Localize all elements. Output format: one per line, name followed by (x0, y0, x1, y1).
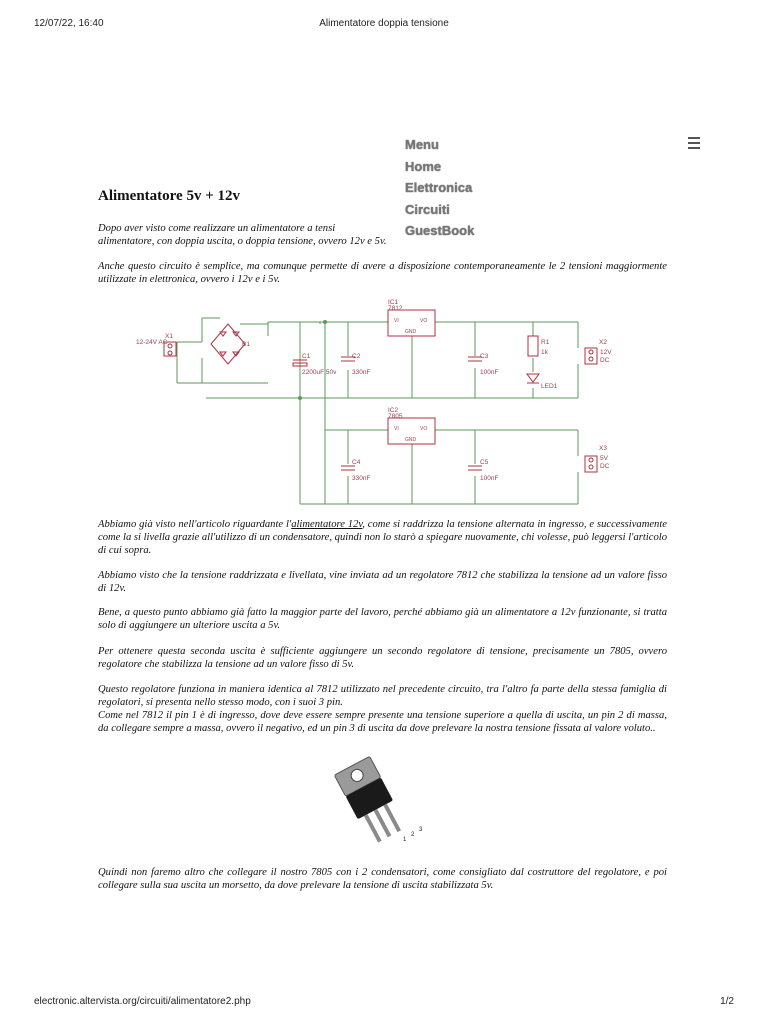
schem-c2: C2 (352, 353, 361, 360)
schem-ic2-vo: VO (420, 426, 428, 432)
schem-5v-dc: DC (600, 463, 610, 470)
schem-x1: X1 (165, 333, 173, 340)
schem-c4-val: 330nF (352, 475, 371, 482)
intro-line-1: Dopo aver visto come realizzare un alimentatore a tensi (98, 223, 336, 234)
schem-5v: 5V (600, 455, 608, 462)
schem-ic1-vi: VI (394, 318, 399, 324)
schem-x3: X3 (599, 445, 607, 452)
schem-12v: 12V (600, 349, 612, 356)
schem-c3: C3 (480, 353, 489, 360)
schem-ic1-gnd: GND (405, 329, 417, 335)
schem-c1-val: 2200uF 50v (302, 369, 337, 376)
p7-part-b: Come nel 7812 il pin 1 è di ingresso, dove deve essere sempre presente una tensione superiore a quella di uscita, un pin 2 di massa, da collegare sempre a massa, ovvero il negativo, ed un pin 3 di uscita da dove prelevare la nostra tensione fissata al valore voluto.. (98, 710, 667, 734)
schem-x2: X2 (599, 339, 607, 346)
p3-text-before: Abbiamo già visto nell'articolo riguardante l' (98, 519, 292, 530)
regulator-to220-image (325, 752, 435, 844)
schem-c4: C4 (352, 459, 361, 466)
menu-item-guestbook[interactable]: GuestBook (405, 223, 475, 238)
print-url: electronic.altervista.org/circuiti/alimentatore2.php (34, 996, 251, 1007)
schem-ic1: IC1 (388, 299, 399, 306)
paragraph-intro (98, 222, 667, 248)
schem-ic1-part: 7812 (388, 305, 403, 312)
schem-c5-val: 100nF (480, 475, 499, 482)
schem-ic2-gnd: GND (405, 437, 417, 443)
p7-part-a: Questo regolatore funziona in maniera identica al 7812 utilizzato nel precedente circuito, tra l'altro fa parte della stessa famiglia di regolatori, si presenta nello stesso modo, con i suoi 3 pin. (98, 684, 667, 708)
paragraph-2: Anche questo circuito è semplice, ma comunque permette di avere a disposizione contemporaneamente le 2 tensioni maggiormente utilizzate in elettronica, ovvero i 12v e i 5v. (98, 261, 667, 285)
site-menu (405, 134, 474, 242)
print-page-title: Alimentatore doppia tensione (319, 18, 449, 29)
menu-item-home[interactable]: Home (405, 158, 442, 174)
schem-c1: C1 (302, 353, 311, 360)
schem-12v-dc: DC (600, 357, 610, 364)
paragraph-5: Bene, a questo punto abbiamo già fatto la maggior parte del lavoro, perché abbiamo già un alimentatore a 12v funzionante, si tratta solo di aggiungere un ulteriore uscita a 5v. (98, 607, 667, 631)
schem-b1: B1 (242, 341, 250, 348)
pin-label-2: 2 (411, 832, 415, 838)
menu-item-circuiti[interactable]: Circuiti (405, 201, 450, 217)
pin-label-1: 1 (403, 837, 407, 843)
circuit-schematic (130, 296, 620, 508)
paragraph-7 (98, 683, 667, 735)
schem-ic1-vo: VO (420, 318, 428, 324)
menu-label[interactable]: Menu (405, 137, 439, 152)
print-page-number: 1/2 (720, 996, 734, 1007)
paragraph-6: Per ottenere questa seconda uscita è sufficiente aggiungere un secondo regolatore di tensione, precisamente un 7805, ovvero regolatore che stabilizza la tensione ad un valore fisso di 5v. (98, 646, 667, 670)
article-title: Alimentatore 5v + 12v (98, 188, 240, 204)
p3-text-after: , come si raddrizza la tensione alternata in ingresso, e successivamente come la si livella grazie all'utilizzo di un condensatore, quindi non lo starò a spiegare nuovamente, chi volesse, può leggersi l'articolo di cui sopra. (98, 519, 667, 556)
schem-ic2: IC2 (388, 407, 399, 414)
schem-ic2-vi: VI (394, 426, 399, 432)
intro-line-2: alimentatore, con doppia uscita, o doppia tensione, ovvero 12v e 5v. (98, 236, 387, 247)
print-date: 12/07/22, 16:40 (34, 18, 104, 29)
schem-r1: R1 (541, 339, 550, 346)
paragraph-4: Abbiamo visto che la tensione raddrizzata e livellata, vine inviata ad un regolatore 7812 che stabilizza la tensione ad un valore fisso di 12v. (98, 570, 667, 594)
link-alimentatore-12v[interactable]: alimentatore 12v (291, 519, 363, 530)
schem-input-label: 12-24V AC (136, 339, 168, 346)
schem-c3-val: 100nF (480, 369, 499, 376)
menu-item-elettronica[interactable]: Elettronica (405, 180, 473, 195)
hamburger-menu-icon[interactable] (688, 137, 700, 149)
schem-c5: C5 (480, 459, 489, 466)
paragraph-3 (98, 518, 667, 557)
schem-ic2-part: 7805 (388, 413, 403, 420)
schem-c2-val: 330nF (352, 369, 371, 376)
schem-r1-val: 1k (541, 349, 548, 356)
paragraph-8: Quindi non faremo altro che collegare il nostro 7805 con i 2 condensatori, come consigliato dal costruttore del regolatore, e poi collegare sulla sua uscita un morsetto, da dove prelevare la tensione di uscita stabilizzata 5v. (98, 867, 667, 891)
schem-led: LED1 (541, 383, 558, 390)
pin-label-3: 3 (419, 827, 423, 833)
